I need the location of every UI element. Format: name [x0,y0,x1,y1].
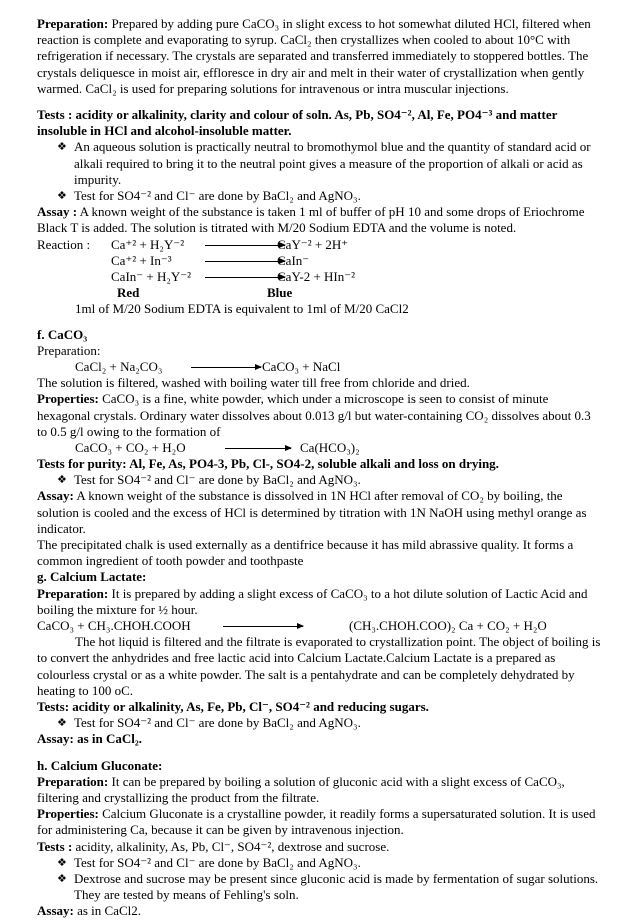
arrow-icon [191,367,261,368]
document-page [37,16,603,920]
color-red-label: Red [117,284,140,300]
f-prep-label: Preparation: [37,343,101,359]
arrow-icon [225,448,291,449]
g-preparation: Preparation: It is prepared by adding a slight excess of CaCO₃ to a hot dilute solution of Lactic Acid and boiling the mixture for ½ hour. [37,585,588,617]
reaction-right: (CH₃.CHOH.COO)₂ Ca + CO₂ + H₂O [349,618,547,634]
color-blue-label: Blue [267,284,293,300]
g-assay: Assay: as in CaCl₂. [37,731,143,747]
reaction-right: CaY⁻² + 2H⁺ [277,236,349,252]
reaction-left: CaCO₃ + CH₃.CHOH.COOH [37,618,191,634]
diamond-bullet-icon: ❖ [57,716,67,730]
arrow-icon [205,261,285,262]
reaction-label: Reaction : [37,236,91,252]
h-properties: Properties: Calcium Gluconate is a crystalline powder, it readily forms a supersaturated solution. It is used for administering Ca, because it can be given by intravenous injection. [37,806,596,838]
reaction-row [37,359,603,375]
diamond-bullet-icon: ❖ [57,189,67,203]
reaction-right: CaIn⁻ [277,252,310,268]
indicator-colors [37,285,603,301]
prep-label: Preparation: [37,16,109,31]
section-heading-h: h. Calcium Gluconate: [37,757,163,773]
section-heading-g: g. Calcium Lactate: [37,569,147,585]
h-preparation: Preparation: It can be prepared by boiling a solution of gluconic acid with a slight excess of CaCO₃, filtering and crystallizing the product from the filtrate. [37,773,565,805]
list-item: ❖ An aqueous solution is practically neutral to bromothymol blue and the quantity of standard acid or alkali required to bring it to the neutral point gives a measure of the proportion of alkali or acid as impurity. [57,139,591,187]
tests-heading: Tests : acidity or alkalinity, clarity and colour of soln. As, Pb, SO4⁻², Al, Fe, PO4⁻³ and matter insoluble in HCl and alcohol-insoluble matter. [37,107,558,139]
reaction-right: CaCO₃ + NaCl [262,359,341,375]
list-item: ❖ Test for SO4⁻² and Cl⁻ are done by BaCl₂ and AgNO₃. [57,472,361,488]
reaction-left: Ca⁺² + In⁻³ [111,252,172,268]
reaction-left: CaCO₃ + CO₂ + H₂O [75,440,186,456]
reaction-row [37,269,603,285]
g-tests-heading: Tests: acidity or alkalinity, As, Fe, Pb, Cl⁻, SO4⁻² and reducing sugars. [37,698,429,714]
arrow-icon [205,277,285,278]
assay-paragraph: Assay : A known weight of the substance is taken 1 ml of buffer of pH 10 and some drops of Eriochrome Black T is added. The solution is titrated with M/20 Sodium EDTA and the volume is noted. [37,204,585,236]
reaction-left: CaCl₂ + Na₂CO₃ [75,359,163,375]
arrow-icon [223,626,303,627]
prep-text: Prepared by adding pure CaCO₃ in slight excess to hot somewhat diluted HCl, filtered when reaction is complete and evaporating to syrup. CaCl₂ then crystallizes when cooled to about 10°C with refrigeration if necessary. The crystals are separated and transferred immediately to stoppered bottles. The crystals deliquesce in moist air, effloresce in dry air and melt in their water of crystallization when gently warmed. CaCl₂ is used for preparing solutions for intravenous or intra muscular injections. [37,16,591,96]
h-assay: Assay: as in CaCl2. [37,903,142,919]
f-chalk-text: The precipitated chalk is used externally as a dentifrice because it has mild abrassive quality. It forms a common ingredient of tooth powder and toothpaste [37,537,574,569]
diamond-bullet-icon: ❖ [57,871,67,885]
reaction-left: CaIn⁻ + H₂Y⁻² [111,268,192,284]
reaction-row [37,618,603,634]
reaction-row [37,237,603,253]
g-body: The hot liquid is filtered and the filtrate is evaporated to crystallization point. The object of boiling is to convert the anhydrides and free lactic acid into Calcium Lactate.Calcium Lactate is a prepared as colourless crystal or as a white powder. The salt is a pentahydrate and can be completely dehydrated by heating to 100 oC. [37,634,601,698]
reaction-left: Ca⁺² + H₂Y⁻² [111,236,185,252]
diamond-bullet-icon: ❖ [57,855,67,869]
f-purity-heading: Tests for purity: Al, Fe, As, PO4-3, Pb, Cl-, SO4-2, soluble alkali and loss on drying. [37,456,499,472]
list-item: ❖ Test for SO4⁻² and Cl⁻ are done by BaCl₂ and AgNO₃. [57,188,361,204]
list-item: ❖ Test for SO4⁻² and Cl⁻ are done by BaCl₂ and AgNO₃. [57,715,361,731]
f-filter-text: The solution is filtered, washed with boiling water till free from chloride and dried. [37,375,470,391]
f-assay: Assay: A known weight of the substance is dissolved in 1N HCl after removal of CO₂ by boiling, the solution is cooled and the excess of HCl is determined by titration with 1N NaOH using methyl orange as indicator. [37,488,587,536]
f-properties: Properties: CaCO₃ is a fine, white powder, which under a microscope is seen to consist of minute hexagonal crystals. Ordinary water dissolves about 0.013 g/l but water-containing CO₂ dissolves about 0.3 to 0.5 g/l owing to the formation of [37,391,591,439]
arrow-icon [205,245,285,246]
reaction-right: Ca(HCO₃)₂ [300,440,360,456]
reaction-right: CaY-2 + HIn⁻² [277,268,356,284]
equivalence-text: 1ml of M/20 Sodium EDTA is equivalent to 1ml of M/20 CaCl2 [75,300,409,316]
reaction-row [37,253,603,269]
diamond-bullet-icon: ❖ [57,473,67,487]
diamond-bullet-icon: ❖ [57,140,67,154]
reaction-row [37,440,603,456]
list-item: ❖ Test for SO4⁻² and Cl⁻ are done by BaCl₂ and AgNO₃. [57,854,361,870]
section-heading-f: f. CaCO₃ [37,326,88,342]
h-tests: Tests : acidity, alkalinity, As, Pb, Cl⁻, SO4⁻², dextrose and sucrose. [37,838,390,854]
list-item: ❖ Dextrose and sucrose may be present since gluconic acid is made by fermentation of sugar solutions. They are tested by means of Fehling's soln. [57,870,599,903]
prep-paragraph [37,16,603,97]
